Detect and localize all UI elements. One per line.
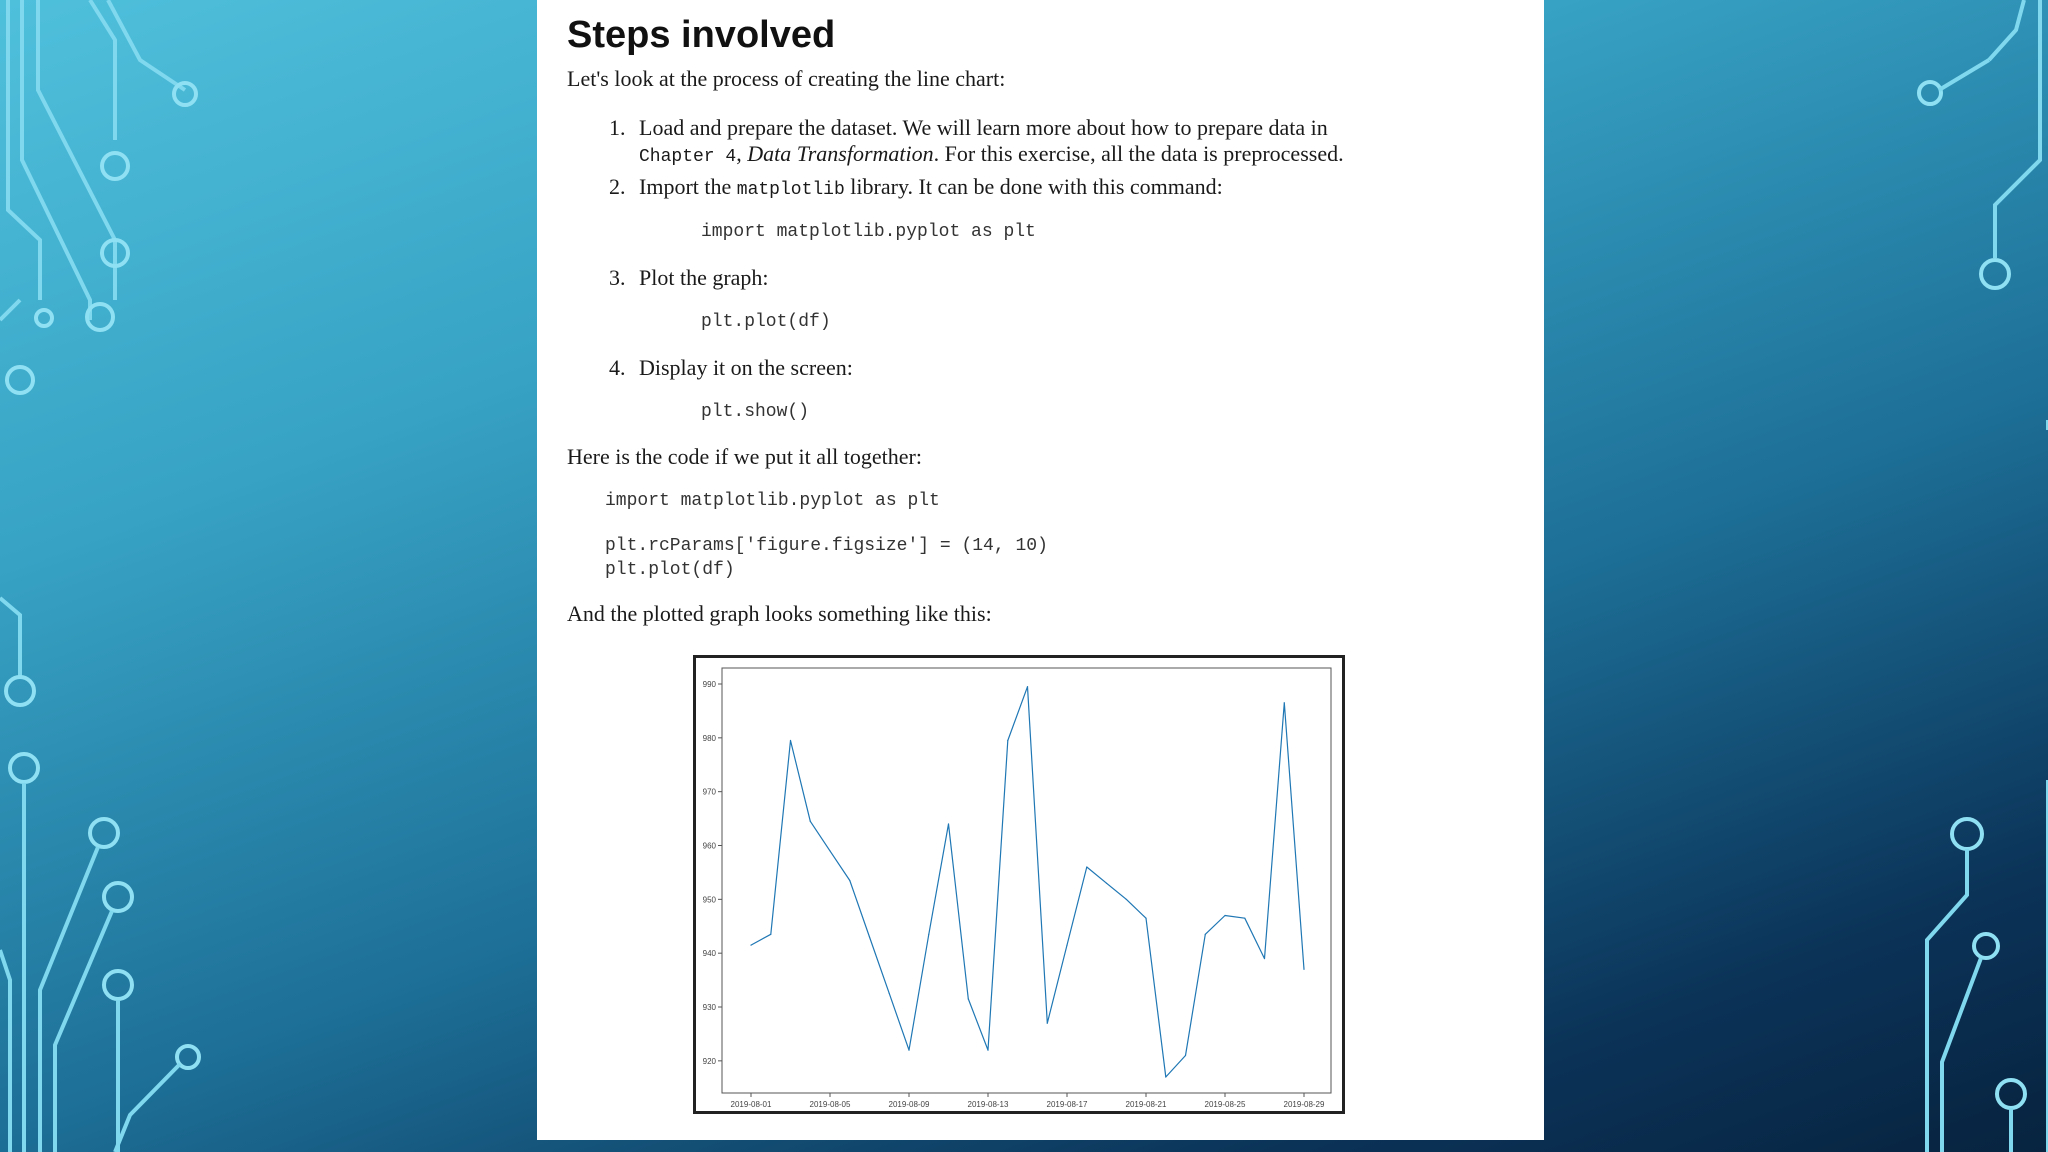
data-point bbox=[928, 934, 929, 935]
step-3-code-snippet: plt.plot(df) bbox=[701, 312, 831, 332]
data-point bbox=[1165, 1076, 1166, 1077]
step-2-number: 2. bbox=[609, 174, 626, 199]
step-1-comma: , bbox=[736, 141, 748, 166]
x-tick-label: 2019-08-05 bbox=[809, 1100, 851, 1109]
section-heading: Steps involved bbox=[567, 14, 836, 56]
data-point bbox=[1224, 915, 1225, 916]
code-line-1: import matplotlib.pyplot as plt bbox=[605, 491, 940, 511]
y-tick-label: 940 bbox=[702, 949, 716, 959]
data-point bbox=[1303, 969, 1304, 970]
data-point bbox=[1086, 866, 1087, 867]
data-point bbox=[869, 936, 870, 937]
data-point bbox=[889, 993, 890, 994]
step-4-text: Display it on the screen: bbox=[639, 355, 853, 380]
step-3-text: Plot the graph: bbox=[639, 265, 769, 290]
data-point bbox=[908, 1049, 909, 1050]
graph-paragraph: And the plotted graph looks something like this: bbox=[567, 601, 992, 626]
y-tick-label: 970 bbox=[702, 787, 716, 797]
data-point bbox=[1244, 918, 1245, 919]
x-tick-label: 2019-08-21 bbox=[1125, 1100, 1167, 1109]
step-1-number: 1. bbox=[609, 115, 626, 140]
step-3 bbox=[609, 265, 769, 291]
step-4-number: 4. bbox=[609, 355, 626, 380]
y-tick-label: 990 bbox=[702, 680, 716, 689]
data-point bbox=[1284, 702, 1285, 703]
x-tick-label: 2019-08-13 bbox=[967, 1100, 1009, 1109]
step-2-code-snippet: import matplotlib.pyplot as plt bbox=[701, 222, 1036, 242]
step-3-number: 3. bbox=[609, 265, 626, 290]
line-chart bbox=[696, 658, 1342, 1111]
document-page bbox=[537, 0, 1544, 1140]
y-tick-label: 920 bbox=[702, 1056, 716, 1066]
step-1-chapter-code: Chapter 4 bbox=[639, 147, 737, 167]
step-1-chapter-title: Data Transformation bbox=[747, 141, 934, 166]
data-point bbox=[1264, 958, 1265, 959]
step-4 bbox=[609, 355, 853, 381]
data-point bbox=[849, 880, 850, 881]
step-1 bbox=[609, 115, 1344, 170]
step-1-line1: Load and prepare the dataset. We will learn more about how to prepare data in bbox=[639, 115, 1328, 140]
data-point bbox=[750, 945, 751, 946]
step-2-inline-code: matplotlib bbox=[736, 180, 845, 200]
x-tick-label: 2019-08-25 bbox=[1204, 1100, 1246, 1109]
x-tick-label: 2019-08-01 bbox=[730, 1100, 772, 1109]
data-point bbox=[1126, 899, 1127, 900]
data-point bbox=[770, 934, 771, 935]
step-2-text-after: library. It can be done with this command: bbox=[844, 174, 1223, 199]
data-point bbox=[968, 998, 969, 999]
y-tick-label: 980 bbox=[702, 733, 716, 743]
together-paragraph: Here is the code if we put it all together: bbox=[567, 444, 922, 469]
data-point bbox=[948, 823, 949, 824]
step-4-code-snippet: plt.show() bbox=[701, 402, 810, 422]
intro-paragraph: Let's look at the process of creating the line chart: bbox=[567, 66, 1006, 91]
x-tick-label: 2019-08-09 bbox=[888, 1100, 930, 1109]
data-point bbox=[1027, 686, 1028, 687]
data-point bbox=[1007, 740, 1008, 741]
circuit-decoration-left bbox=[0, 0, 537, 1152]
step-2-text-before: Import the bbox=[639, 174, 737, 199]
data-point bbox=[1047, 1023, 1048, 1024]
code-line-4: plt.plot(df) bbox=[605, 560, 735, 580]
step-1-line2-rest: . For this exercise, all the data is preprocessed. bbox=[933, 141, 1344, 166]
plot-frame bbox=[722, 668, 1331, 1093]
data-point bbox=[1185, 1055, 1186, 1056]
data-point bbox=[987, 1049, 988, 1050]
data-point bbox=[829, 850, 830, 851]
code-line-3: plt.rcParams['figure.figsize'] = (14, 10) bbox=[605, 536, 1048, 556]
step-2 bbox=[609, 174, 1223, 203]
data-point bbox=[1106, 883, 1107, 884]
circuit-decoration-right bbox=[1544, 0, 2048, 1152]
line-chart-figure bbox=[693, 655, 1345, 1114]
y-tick-label: 950 bbox=[702, 895, 716, 905]
data-point bbox=[1205, 934, 1206, 935]
y-tick-label: 930 bbox=[702, 1003, 716, 1013]
x-tick-label: 2019-08-29 bbox=[1283, 1100, 1325, 1109]
y-tick-label: 960 bbox=[702, 841, 716, 851]
data-point bbox=[810, 821, 811, 822]
data-point bbox=[1145, 918, 1146, 919]
data-point bbox=[1066, 945, 1067, 946]
data-point bbox=[790, 740, 791, 741]
x-tick-label: 2019-08-17 bbox=[1046, 1100, 1088, 1109]
